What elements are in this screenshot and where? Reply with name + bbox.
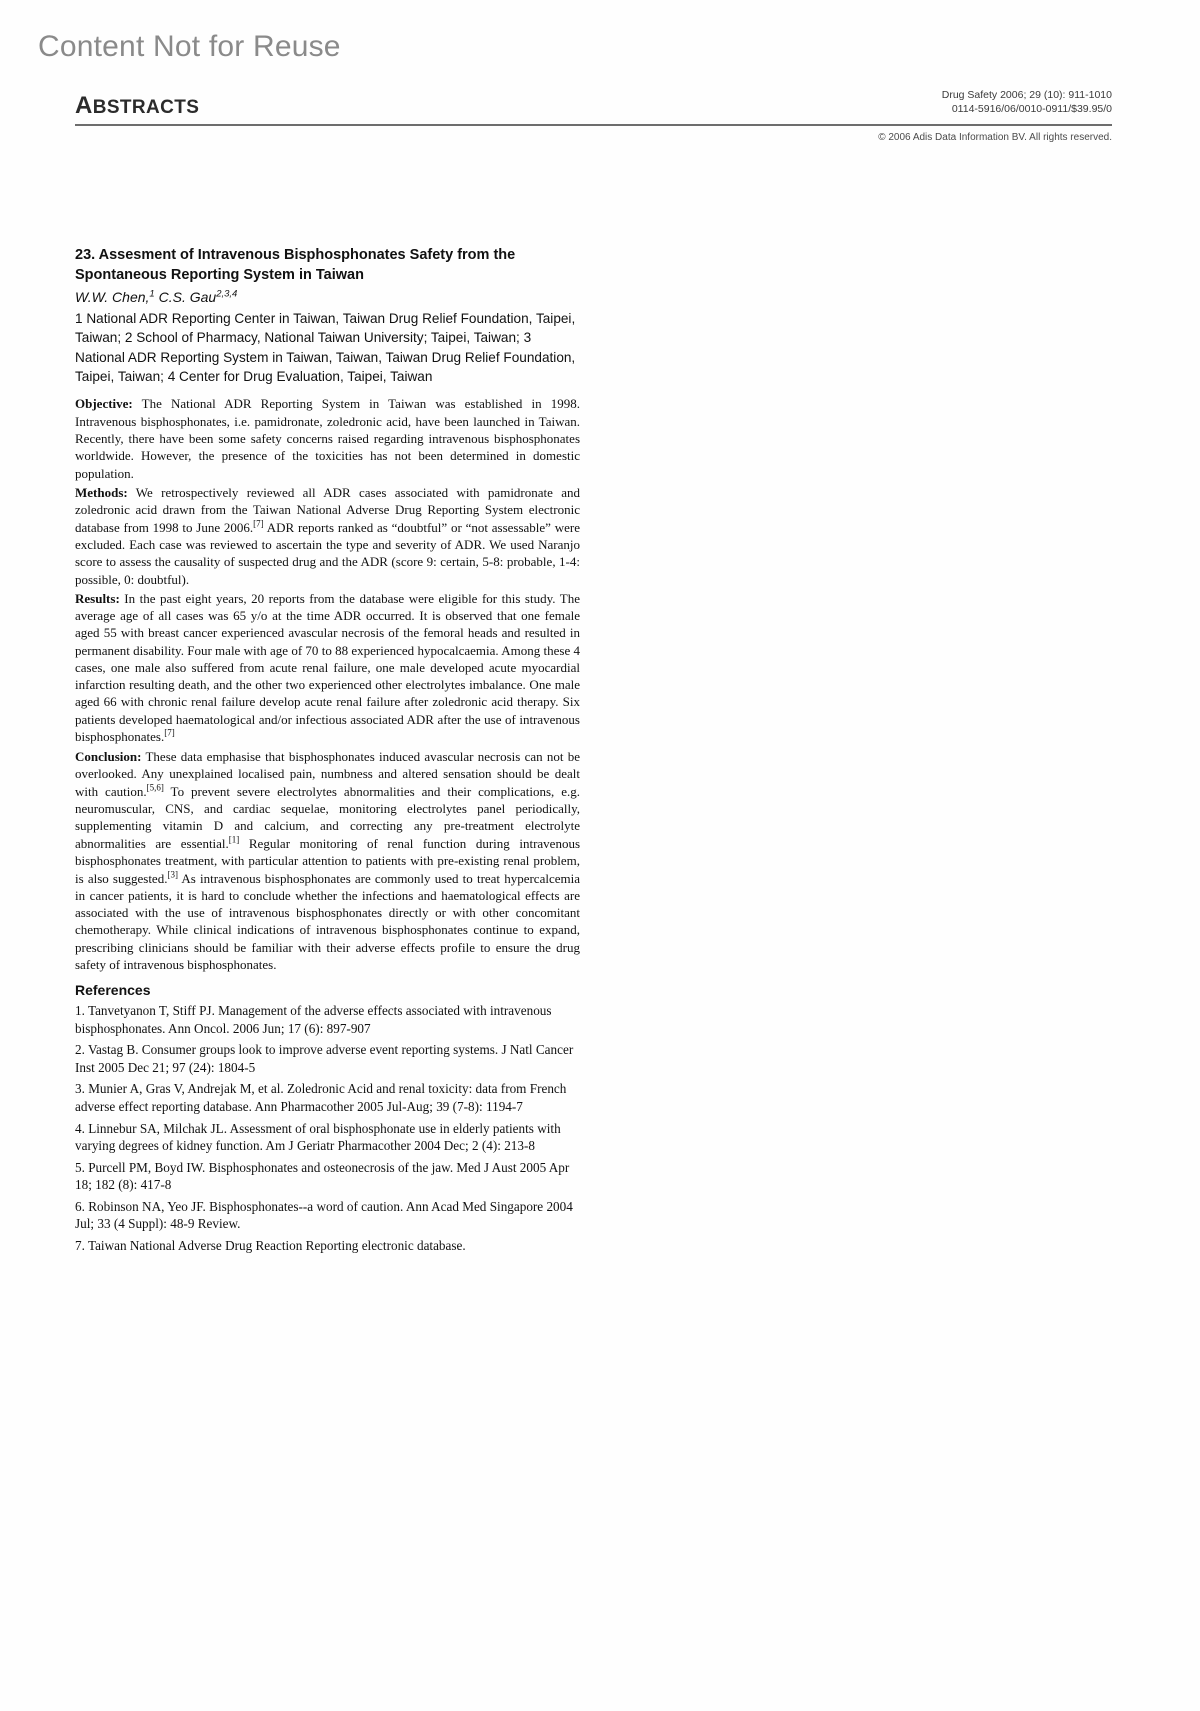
reference-item: 5. Purcell PM, Boyd IW. Bisphosphonates and osteonecrosis of the jaw. Med J Aust 2005 Apr 18; 182 (8): 417-8 bbox=[75, 1159, 570, 1193]
reference-item: 4. Linnebur SA, Milchak JL. Assessment of oral bisphosphonate use in elderly patients with varying degrees of kidney function. Am J Geriatr Pharmacother 2004 Dec; 2 (4): 213-8 bbox=[75, 1120, 561, 1154]
reference-item: 3. Munier A, Gras V, Andrejak M, et al. Zoledronic Acid and renal toxicity: data from French adverse effect reporting database. Ann Pharmacother 2005 Jul-Aug; 39 (7-8): 1194-7 bbox=[75, 1081, 567, 1115]
abstract-title: 23. Assesment of Intravenous Bisphosphonates Safety from the Spontaneous Reporting System in Taiwan bbox=[75, 247, 516, 283]
section-label-rest: BSTRACTS bbox=[92, 97, 200, 119]
abstract-section-results bbox=[75, 590, 580, 746]
references-heading: References bbox=[75, 982, 151, 999]
section-text-methods: We retrospectively reviewed all ADR cases associated with pamidronate and zoledronic acid drawn from the Taiwan National Adverse Drug Reporting System electronic database from 1998 to June 2006.[7] ADR reports ranked as “doubtful” or “not assessable” were excluded. Each case was reviewed to ascertain the type and severity of ADR. We used Naranjo score to assess the causality of suspected drug and the ADR (score 9: certain, 5-8: probable, 1-4: possible, 0: doubtful). bbox=[75, 484, 580, 587]
section-label bbox=[75, 94, 199, 118]
section-text-results: In the past eight years, 20 reports from the database were eligible for this study. The average age of all cases was 65 y/o at the time ADR occurred. It is observed that one female aged 55 with breast cancer experienced avascular necrosis of the femoral heads and resulted in permanent disability. Four male with age of 70 to 88 experienced hypocalcaemia. Among these 4 cases, one male also suffered from acute renal failure, one male developed acute myocardial infarction resulting death, and the other two experienced other electrolytes imbalance. One male aged 66 with chronic renal failure develop acute renal failure after zoledronic acid therapy. Six patients developed haematological and/or infectious associated ADR after the use of intravenous bisphosphonates.[7] bbox=[75, 590, 580, 745]
reference-item: 6. Robinson NA, Yeo JF. Bisphosphonates--a word of caution. Ann Acad Med Singapore 2004 Jul; 33 (4 Suppl): 48-9 Review. bbox=[75, 1198, 573, 1232]
abstract-body bbox=[75, 245, 580, 1258]
masthead-divider bbox=[75, 124, 1112, 126]
journal-citation-line2: 0114-5916/06/0010-0911/$39.95/0 bbox=[951, 103, 1112, 116]
reference-item: 1. Tanvetyanon T, Stiff PJ. Management of the adverse effects associated with intravenous bisphosphonates. Ann Oncol. 2006 Jun; 17 (6): 897-907 bbox=[75, 1003, 552, 1036]
reference-item: 7. Taiwan National Adverse Drug Reaction Reporting electronic database. bbox=[75, 1237, 466, 1253]
section-label-conclusion: Conclusion: bbox=[75, 748, 142, 764]
copyright-line: © 2006 Adis Data Information BV. All rights reserved. bbox=[878, 132, 1112, 144]
section-label-results: Results: bbox=[75, 590, 120, 606]
section-text-objective: The National ADR Reporting System in Taiwan was established in 1998. Intravenous bisphosphonates, i.e. pamidronate, zoledronic acid, have been launched in Taiwan. Recently, there have been some safety concerns raised regarding intravenous bisphosphonates worldwide. However, the presence of the toxicities has not been determined in domestic population. bbox=[75, 396, 580, 481]
abstract-affiliations: 1 National ADR Reporting Center in Taiwan, Taiwan Drug Relief Foundation, Taipei, Taiwan; 2 School of Pharmacy, National Taiwan University; Taipei, Taiwan; 3 National ADR Reporting System in Taiwan, Taiwan, Taiwan Drug Relief Foundation, Taipei, Taiwan; 4 Center for Drug Evaluation, Taipei, Taiwan bbox=[75, 311, 576, 385]
abstract-section-methods bbox=[75, 484, 580, 588]
page-masthead bbox=[75, 88, 1112, 143]
section-label-methods: Methods: bbox=[75, 484, 128, 500]
abstract-section-objective bbox=[75, 395, 580, 481]
section-text-conclusion: These data emphasise that bisphosphonates induced avascular necrosis can not be overlooked. Any unexplained localised pain, numbness and altered sensation should be dealt with caution.[5,6] To prevent severe electrolytes abnormalities and their complications, e.g. neuromuscular, CNS, and cardiac sequelae, monitoring electrolytes panel periodically, supplementing vitamin D and calcium, and correcting any pre-treatment electrolyte abnormalities are essential.[1] Regular monitoring of renal function during intravenous bisphosphonates treatment, with particular attention to patients with pre-existing renal problem, is also suggested.[3] As intravenous bisphosphonates are commonly used to treat hypercalcemia in cancer patients, it is hard to conclude whether the infections and haematological effects are associated with the use of intravenous bisphosphonates directly or with other concomitant chemotherapy. While clinical indications of intravenous bisphosphonates continue to expand, prescribing clinicians should be familiar with their adverse effects profile to ensure the drug safety of intravenous bisphosphonates. bbox=[75, 748, 580, 973]
section-label-objective: Objective: bbox=[75, 396, 133, 412]
abstract-section-conclusion bbox=[75, 748, 580, 974]
abstract-authors: W.W. Chen,$^1$ C.S. Gau$^{2,3,4}$ bbox=[75, 288, 238, 305]
reference-item: 2. Vastag B. Consumer groups look to improve adverse event reporting systems. J Natl Cancer Inst 2005 Dec 21; 97 (24): 1804-5 bbox=[75, 1042, 574, 1075]
watermark-text: Content Not for Reuse bbox=[38, 30, 341, 63]
section-label-initial: A bbox=[75, 92, 93, 120]
journal-citation bbox=[942, 88, 1112, 118]
journal-citation-line1: Drug Safety 2006; 29 (10): 911-1010 bbox=[941, 89, 1112, 101]
